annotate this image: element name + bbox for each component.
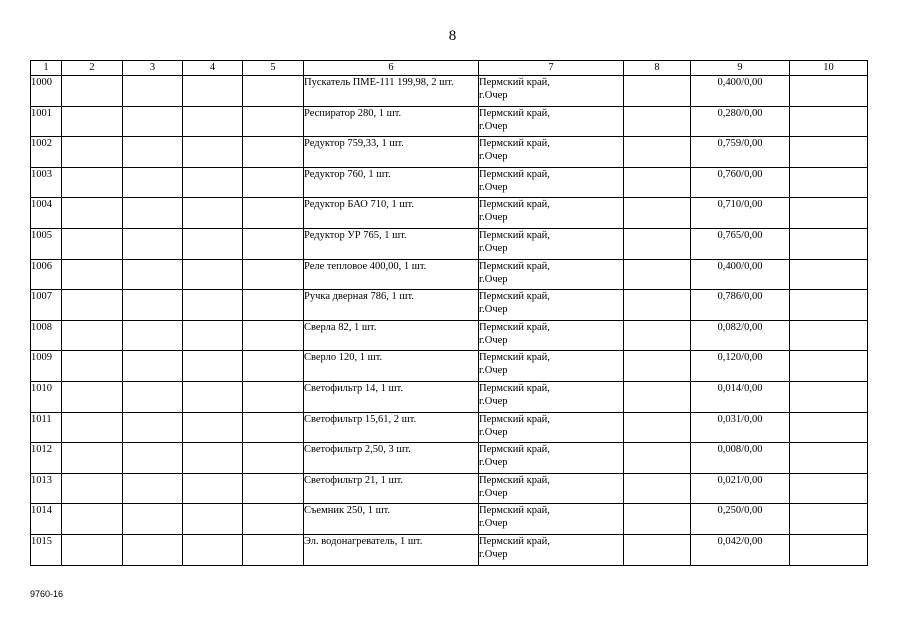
empty-cell — [243, 106, 304, 137]
value-cell: 0,031/0,00 — [691, 412, 790, 443]
location-city: г.Очер — [479, 120, 508, 132]
empty-cell — [62, 381, 123, 412]
location-region: Пермский край, — [479, 138, 550, 150]
empty-cell — [123, 228, 183, 259]
location-region: Пермский край, — [479, 321, 550, 333]
location-cell — [479, 443, 624, 474]
location-city: г.Очер — [479, 334, 508, 346]
empty-cell — [183, 167, 243, 198]
item-name-cell: Редуктор БАО 710, 1 шт. — [304, 198, 479, 229]
empty-cell — [790, 167, 868, 198]
location-region: Пермский край, — [479, 382, 550, 394]
empty-cell — [183, 412, 243, 443]
location-cell — [479, 198, 624, 229]
location-city: г.Очер — [479, 212, 508, 224]
empty-cell — [62, 412, 123, 443]
location-region: Пермский край, — [479, 199, 550, 211]
item-name-cell: Реле тепловое 400,00, 1 шт. — [304, 259, 479, 290]
row-number-cell: 1008 — [31, 320, 62, 351]
table-row — [31, 381, 868, 412]
empty-cell — [62, 534, 123, 565]
empty-cell — [123, 290, 183, 321]
empty-cell — [183, 473, 243, 504]
location-cell — [479, 473, 624, 504]
empty-cell — [123, 351, 183, 382]
empty-cell — [243, 473, 304, 504]
empty-cell — [624, 167, 691, 198]
table-row — [31, 534, 868, 565]
location-cell — [479, 320, 624, 351]
empty-cell — [62, 228, 123, 259]
empty-cell — [62, 443, 123, 474]
empty-cell — [624, 534, 691, 565]
empty-cell — [790, 76, 868, 107]
empty-cell — [624, 106, 691, 137]
value-cell: 0,400/0,00 — [691, 76, 790, 107]
empty-cell — [624, 412, 691, 443]
column-header: 5 — [243, 61, 304, 76]
value-cell: 0,021/0,00 — [691, 473, 790, 504]
empty-cell — [243, 259, 304, 290]
item-name-cell: Редуктор 759,33, 1 шт. — [304, 137, 479, 168]
empty-cell — [62, 351, 123, 382]
location-cell — [479, 412, 624, 443]
empty-cell — [183, 137, 243, 168]
row-number-cell: 1009 — [31, 351, 62, 382]
empty-cell — [62, 473, 123, 504]
location-cell — [479, 290, 624, 321]
empty-cell — [123, 504, 183, 535]
location-cell — [479, 351, 624, 382]
row-number-cell: 1010 — [31, 381, 62, 412]
empty-cell — [243, 290, 304, 321]
empty-cell — [183, 351, 243, 382]
table-row — [31, 76, 868, 107]
empty-cell — [790, 443, 868, 474]
item-name-cell: Редуктор УР 765, 1 шт. — [304, 228, 479, 259]
empty-cell — [123, 167, 183, 198]
location-city: г.Очер — [479, 426, 508, 438]
row-number-cell: 1001 — [31, 106, 62, 137]
table-row — [31, 320, 868, 351]
table-row — [31, 259, 868, 290]
empty-cell — [183, 290, 243, 321]
empty-cell — [183, 534, 243, 565]
empty-cell — [790, 504, 868, 535]
empty-cell — [123, 259, 183, 290]
row-number-cell: 1014 — [31, 504, 62, 535]
empty-cell — [62, 137, 123, 168]
empty-cell — [790, 259, 868, 290]
location-region: Пермский край, — [479, 77, 550, 88]
table-row — [31, 351, 868, 382]
row-number-cell: 1013 — [31, 473, 62, 504]
table-row — [31, 106, 868, 137]
empty-cell — [243, 228, 304, 259]
value-cell: 0,042/0,00 — [691, 534, 790, 565]
location-city: г.Очер — [479, 457, 508, 469]
empty-cell — [243, 76, 304, 107]
row-number-cell: 1003 — [31, 167, 62, 198]
location-region: Пермский край, — [479, 229, 550, 241]
location-cell — [479, 167, 624, 198]
location-city: г.Очер — [479, 487, 508, 499]
location-region: Пермский край, — [479, 168, 550, 180]
empty-cell — [183, 198, 243, 229]
location-region: Пермский край, — [479, 505, 550, 517]
empty-cell — [790, 534, 868, 565]
row-number-cell: 1004 — [31, 198, 62, 229]
value-cell: 0,082/0,00 — [691, 320, 790, 351]
empty-cell — [183, 228, 243, 259]
empty-cell — [790, 290, 868, 321]
register-table — [30, 60, 868, 566]
empty-cell — [123, 320, 183, 351]
location-city: г.Очер — [479, 181, 508, 193]
item-name-cell: Светофильтр 21, 1 шт. — [304, 473, 479, 504]
item-name-cell: Респиратор 280, 1 шт. — [304, 106, 479, 137]
empty-cell — [123, 534, 183, 565]
item-name-cell: Эл. водонагреватель, 1 шт. — [304, 534, 479, 565]
location-region: Пермский край, — [479, 535, 550, 547]
empty-cell — [62, 167, 123, 198]
table-row — [31, 228, 868, 259]
empty-cell — [183, 504, 243, 535]
item-name-cell: Съемник 250, 1 шт. — [304, 504, 479, 535]
empty-cell — [183, 443, 243, 474]
empty-cell — [624, 259, 691, 290]
value-cell: 0,710/0,00 — [691, 198, 790, 229]
empty-cell — [790, 473, 868, 504]
empty-cell — [243, 137, 304, 168]
item-name-cell: Пускатель ПМЕ-111 199,98, 2 шт. — [304, 76, 479, 107]
location-cell — [479, 381, 624, 412]
location-cell — [479, 228, 624, 259]
empty-cell — [790, 228, 868, 259]
location-cell — [479, 504, 624, 535]
empty-cell — [243, 167, 304, 198]
register-body — [31, 76, 868, 566]
empty-cell — [790, 137, 868, 168]
empty-cell — [790, 320, 868, 351]
empty-cell — [624, 320, 691, 351]
location-region: Пермский край, — [479, 260, 550, 272]
empty-cell — [183, 106, 243, 137]
column-header: 2 — [62, 61, 123, 76]
table-row — [31, 198, 868, 229]
empty-cell — [183, 259, 243, 290]
location-cell — [479, 137, 624, 168]
empty-cell — [62, 290, 123, 321]
column-header: 9 — [691, 61, 790, 76]
empty-cell — [243, 534, 304, 565]
table-row — [31, 167, 868, 198]
empty-cell — [62, 106, 123, 137]
item-name-cell: Сверло 120, 1 шт. — [304, 351, 479, 382]
page-number: 8 — [448, 28, 457, 44]
table-row — [31, 473, 868, 504]
location-region: Пермский край, — [479, 444, 550, 456]
location-region: Пермский край, — [479, 413, 550, 425]
location-city: г.Очер — [479, 518, 508, 530]
empty-cell — [62, 259, 123, 290]
location-city: г.Очер — [479, 365, 508, 377]
row-number-cell: 1015 — [31, 534, 62, 565]
empty-cell — [624, 76, 691, 107]
value-cell: 0,400/0,00 — [691, 259, 790, 290]
empty-cell — [62, 76, 123, 107]
value-cell: 0,765/0,00 — [691, 228, 790, 259]
table-row — [31, 443, 868, 474]
location-cell — [479, 76, 624, 107]
empty-cell — [62, 198, 123, 229]
location-cell — [479, 106, 624, 137]
empty-cell — [624, 473, 691, 504]
empty-cell — [123, 106, 183, 137]
item-name-cell: Редуктор 760, 1 шт. — [304, 167, 479, 198]
row-number-cell: 1005 — [31, 228, 62, 259]
value-cell: 0,759/0,00 — [691, 137, 790, 168]
empty-cell — [624, 504, 691, 535]
empty-cell — [183, 76, 243, 107]
row-number-cell: 1011 — [31, 412, 62, 443]
empty-cell — [123, 137, 183, 168]
row-number-cell: 1007 — [31, 290, 62, 321]
location-city: г.Очер — [479, 395, 508, 407]
header-row — [31, 61, 868, 76]
item-name-cell: Светофильтр 14, 1 шт. — [304, 381, 479, 412]
column-header: 8 — [624, 61, 691, 76]
document-code: 9760-16 — [30, 589, 64, 599]
value-cell: 0,250/0,00 — [691, 504, 790, 535]
value-cell: 0,014/0,00 — [691, 381, 790, 412]
empty-cell — [790, 106, 868, 137]
column-header: 10 — [790, 61, 868, 76]
row-number-cell: 1006 — [31, 259, 62, 290]
row-number-cell: 1000 — [31, 76, 62, 107]
empty-cell — [243, 320, 304, 351]
empty-cell — [624, 137, 691, 168]
item-name-cell: Ручка дверная 786, 1 шт. — [304, 290, 479, 321]
table-row — [31, 504, 868, 535]
empty-cell — [790, 412, 868, 443]
row-number-cell: 1012 — [31, 443, 62, 474]
value-cell: 0,280/0,00 — [691, 106, 790, 137]
empty-cell — [624, 198, 691, 229]
empty-cell — [62, 504, 123, 535]
empty-cell — [243, 504, 304, 535]
empty-cell — [624, 443, 691, 474]
empty-cell — [243, 381, 304, 412]
empty-cell — [183, 381, 243, 412]
item-name-cell: Сверла 82, 1 шт. — [304, 320, 479, 351]
location-cell — [479, 534, 624, 565]
empty-cell — [183, 320, 243, 351]
column-header: 4 — [183, 61, 243, 76]
empty-cell — [123, 443, 183, 474]
location-city: г.Очер — [479, 242, 508, 254]
empty-cell — [790, 381, 868, 412]
table-row — [31, 137, 868, 168]
location-city: г.Очер — [479, 90, 508, 101]
location-city: г.Очер — [479, 548, 508, 560]
item-name-cell: Светофильтр 15,61, 2 шт. — [304, 412, 479, 443]
empty-cell — [243, 198, 304, 229]
value-cell: 0,120/0,00 — [691, 351, 790, 382]
location-region: Пермский край, — [479, 107, 550, 119]
empty-cell — [123, 381, 183, 412]
value-cell: 0,786/0,00 — [691, 290, 790, 321]
empty-cell — [123, 412, 183, 443]
empty-cell — [790, 351, 868, 382]
location-city: г.Очер — [479, 151, 508, 163]
empty-cell — [123, 473, 183, 504]
empty-cell — [243, 351, 304, 382]
location-city: г.Очер — [479, 304, 508, 316]
empty-cell — [123, 198, 183, 229]
location-cell — [479, 259, 624, 290]
empty-cell — [624, 290, 691, 321]
empty-cell — [123, 76, 183, 107]
empty-cell — [624, 228, 691, 259]
value-cell: 0,760/0,00 — [691, 167, 790, 198]
column-header: 6 — [304, 61, 479, 76]
empty-cell — [243, 412, 304, 443]
empty-cell — [62, 320, 123, 351]
table-row — [31, 412, 868, 443]
location-region: Пермский край, — [479, 474, 550, 486]
empty-cell — [790, 198, 868, 229]
empty-cell — [624, 381, 691, 412]
column-header: 7 — [479, 61, 624, 76]
location-region: Пермский край, — [479, 352, 550, 364]
table-row — [31, 290, 868, 321]
value-cell: 0,008/0,00 — [691, 443, 790, 474]
item-name-cell: Светофильтр 2,50, 3 шт. — [304, 443, 479, 474]
empty-cell — [243, 443, 304, 474]
column-header: 1 — [31, 61, 62, 76]
location-region: Пермский край, — [479, 291, 550, 303]
location-city: г.Очер — [479, 273, 508, 285]
column-header: 3 — [123, 61, 183, 76]
empty-cell — [624, 351, 691, 382]
row-number-cell: 1002 — [31, 137, 62, 168]
